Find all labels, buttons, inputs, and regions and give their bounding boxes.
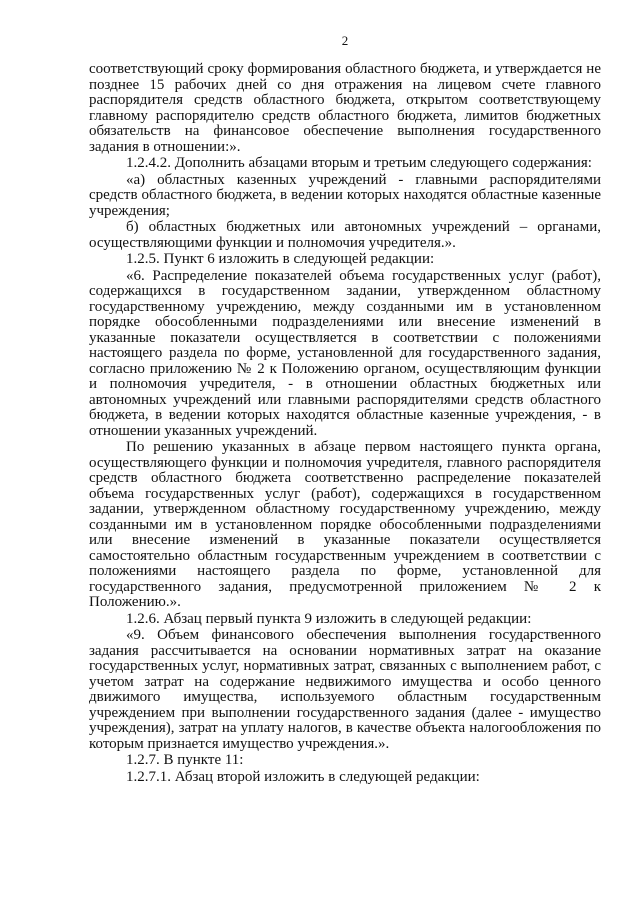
- paragraph: 1.2.7.1. Абзац второй изложить в следующей редакции:: [126, 768, 480, 785]
- paragraph: «6. Распределение показателей объема государственных услуг (работ), содержащихся в государственном задании, утвержденном областному государственному учреждению, между созданными им в установленном порядке обособленными подразделениями или внесение изменений в указанные показатели осуществляется в соответствии с положениями настоящего раздела по форме, установленной для государственного задания, согласно приложению № 2 к Положению органом, осуществляющим функции и полномочия учредителя, - в отношении областных бюджетных или автономных учреждений или главными распорядителями средств областного бюджета, в ведении которых находятся областные казенные учреждения, - в отношении указанных учреждений.: [89, 267, 601, 439]
- paragraph: 1.2.6. Абзац первый пункта 9 изложить в следующей редакции:: [126, 610, 532, 627]
- paragraph: соответствующий сроку формирования областного бюджета, и утверждается не позднее 15 рабочих дней со дня отражения на лицевом счете главного распорядителя средств областного бюджета, открытом соответствующему главному распорядителю средств областного бюджета, лимитов бюджетных обязательств на финансовое обеспечение выполнения государственного задания в отношении:».: [89, 61, 601, 155]
- paragraph: 1.2.5. Пункт 6 изложить в следующей редакции:: [126, 251, 435, 267]
- paragraph: «9. Объем финансового обеспечения выполнения государственного задания рассчитывается на основании нормативных затрат на оказание государственных услуг, нормативных затрат, связанных с выполнением работ, с учетом затрат на содержание недвижимого имущества и особо ценного движимого имущества, используемого областным государственным учреждением при выполнении государственного задания (далее - имущество учреждения), затрат на уплату налогов, в качестве объекта налогообложения по которым признается имущество учреждения.».: [89, 627, 601, 752]
- paragraph: б) областных бюджетных или автономных учреждений – органами, осуществляющими функции и полномочия учредителя.».: [89, 219, 601, 251]
- document-body: [89, 62, 601, 785]
- page-number: 2: [341, 33, 349, 48]
- paragraph: По решению указанных в абзаце первом настоящего пункта органа, осуществляющего функции и полномочия учредителя, главного распорядителя средств областного бюджета соответственно распределение показателей объема государственных услуг (работ), содержащихся в государственном задании, утвержденном областному государственному учреждению, между созданными им в установленном порядке обособленными подразделениями или внесение изменений в указанные показатели осуществляется самостоятельно областным государственным учреждением в соответствии с положениями настоящего раздела по форме, установленной для государственного задания, предусмотренной приложением № 2 к Положению.».: [89, 439, 601, 610]
- paragraph: 1.2.7. В пункте 11:: [126, 752, 244, 768]
- document-page: [89, 34, 601, 785]
- paragraph: 1.2.4.2. Дополнить абзацами вторым и третьим следующего содержания:: [126, 155, 592, 171]
- paragraph: «а) областных казенных учреждений - главными распорядителями средств областного бюджета, в ведении которых находятся областные казенные учреждения;: [89, 171, 601, 219]
